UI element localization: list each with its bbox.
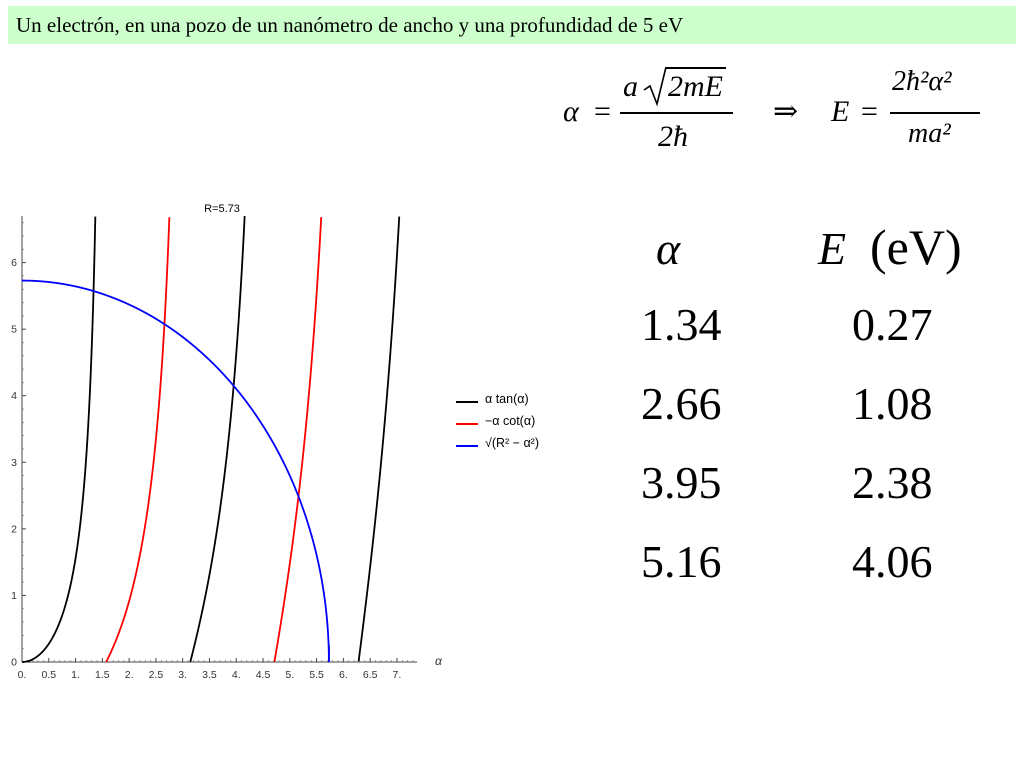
legend-swatch bbox=[456, 445, 478, 447]
denominator-right: ma² bbox=[908, 118, 951, 149]
fraction-bar-right bbox=[890, 112, 980, 114]
x-tick-label: 2.5 bbox=[148, 669, 164, 681]
x-tick-label: 1.5 bbox=[95, 669, 110, 681]
x-tick-label: 6. bbox=[338, 669, 348, 681]
sqrt-sign bbox=[642, 64, 668, 108]
legend-swatch bbox=[456, 423, 478, 425]
numerator-a: a bbox=[623, 70, 638, 103]
x-tick-label: 1. bbox=[71, 669, 80, 681]
e-lhs: E bbox=[831, 95, 850, 128]
x-tick-label: 7. bbox=[392, 669, 402, 681]
table-cell-e: 4.06 bbox=[852, 536, 933, 587]
fraction-bar-left bbox=[620, 112, 733, 114]
y-tick-label: 2 bbox=[11, 523, 17, 536]
equals-sign-1: = bbox=[594, 95, 611, 128]
sqrt-vinculum bbox=[666, 67, 726, 69]
y-tick-label: 5 bbox=[11, 323, 17, 336]
y-tick-label: 6 bbox=[11, 257, 17, 270]
table-cell-alpha: 2.66 bbox=[641, 378, 722, 429]
series-layer bbox=[22, 216, 399, 662]
series-alpha-cot-line bbox=[106, 217, 321, 662]
title-banner bbox=[8, 6, 1016, 44]
implies-arrow: ⇒ bbox=[773, 95, 799, 128]
table-cell-e: 1.08 bbox=[852, 378, 933, 429]
col-header-alpha: α bbox=[656, 223, 681, 274]
x-tick-label: 4.5 bbox=[255, 669, 271, 681]
x-tick-label: 0.5 bbox=[41, 669, 57, 681]
alpha-lhs: α bbox=[563, 95, 579, 128]
table-cell-alpha: 1.34 bbox=[641, 299, 722, 350]
legend-label: α tan(α) bbox=[485, 392, 529, 406]
x-axis-label: α bbox=[435, 654, 442, 668]
x-tick-label: 5.5 bbox=[309, 669, 324, 681]
numerator-root: 2mE bbox=[668, 70, 723, 103]
x-tick-label: 2. bbox=[124, 669, 134, 681]
table-cell-e: 2.38 bbox=[852, 457, 933, 508]
y-tick-label: 0 bbox=[11, 656, 17, 669]
table-cell-alpha: 3.95 bbox=[641, 457, 722, 508]
x-tick-label: 6.5 bbox=[362, 669, 378, 681]
chart-title: R=5.73 bbox=[204, 203, 240, 215]
fraction-right bbox=[890, 64, 982, 164]
x-tick-label: 3.5 bbox=[202, 669, 217, 681]
legend-swatch bbox=[456, 401, 478, 403]
title-text: Un electrón, en una pozo de un nanómetro de ancho y una profundidad de 5 eV bbox=[16, 13, 684, 37]
y-tick-label: 1 bbox=[11, 589, 17, 602]
fraction-left bbox=[620, 64, 735, 164]
y-tick-label: 3 bbox=[11, 456, 17, 469]
numerator-right: 2ħ²α² bbox=[892, 66, 952, 97]
denominator-left: 2ħ bbox=[658, 120, 688, 153]
col-header-e: E bbox=[818, 223, 847, 274]
series-alpha-tan-line bbox=[22, 216, 399, 662]
equals-sign-2: = bbox=[861, 95, 878, 128]
x-tick-label: 3. bbox=[178, 669, 188, 681]
col-header-unit: (eV) bbox=[870, 219, 962, 275]
legend-label: √(R² − α²) bbox=[485, 436, 540, 450]
x-tick-label: 0. bbox=[17, 669, 27, 681]
legend-label: −α cot(α) bbox=[485, 414, 536, 428]
x-tick-label: 4. bbox=[231, 669, 241, 681]
table-cell-alpha: 5.16 bbox=[641, 536, 722, 587]
x-tick-label: 5. bbox=[285, 669, 295, 681]
y-tick-label: 4 bbox=[11, 390, 17, 403]
plot bbox=[0, 196, 450, 686]
table-cell-e: 0.27 bbox=[852, 299, 933, 350]
